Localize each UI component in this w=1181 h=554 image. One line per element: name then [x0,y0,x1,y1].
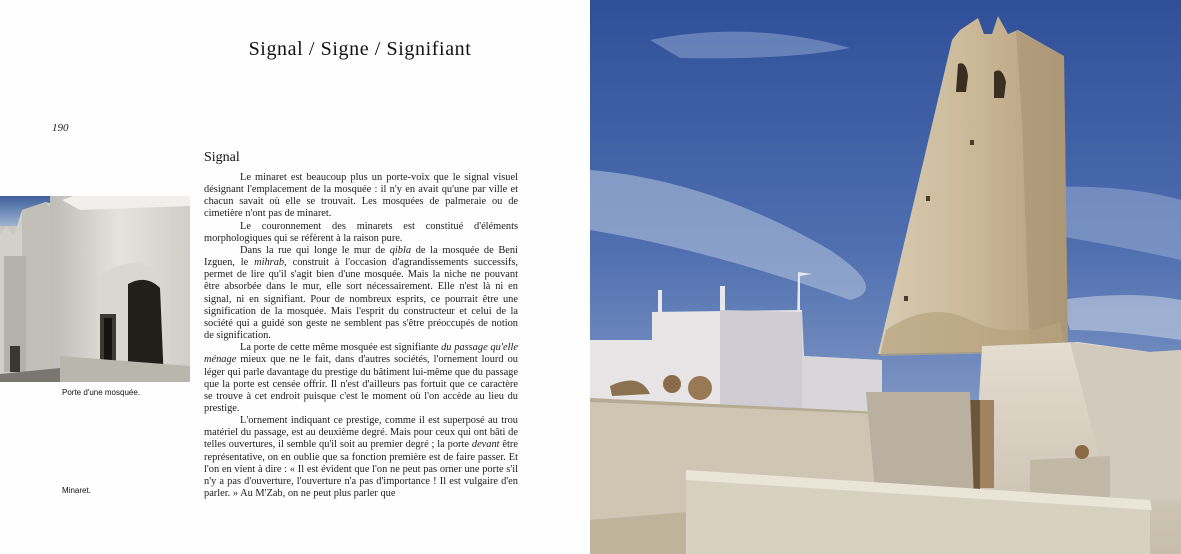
page-number: 190 [52,122,69,134]
italic-term: du passage qu'elle ménage [204,342,519,366]
italic-term: qibla [389,244,412,256]
text-run: Dans la rue qui longe le mur de [240,244,390,256]
text-run: , construit à l'occasion d'agrandissements successifs, permet de lire qu'il s'agit bien d'une mosquée. Mais la niche ne pouvant être absorbée dans le mur, elle sort nécessairement. Elle n'est là ni en signal, ni en signifiant. Pour de nombreux esprits, ce pourrait être une signification de la mosquée. Mais l'esprit du constructeur et celui de la société qui a guidé son geste ne semblent pas s'être préoccupés de notion de signification. [204,257,518,342]
photo-minaret [590,0,1181,554]
paragraph [204,245,518,342]
paragraph: Le couronnement des minarets est constitué d'éléments morphologiques qui se réfèrent à la raison pure. [204,220,518,244]
caption-door: Porte d'une mosquée. [62,388,141,397]
text-run: L'ornement indiquant ce prestige, comme il est superposé au trou matériel du passage, est au deuxième degré. Mais pour ceux qui ont bâti de telles ouvertures, il semble qu'il soit au premier degré ; la porte [204,415,518,451]
minaret-photo-image [590,0,1181,554]
text-run: mieux que ne le fait, dans d'autres sociétés, l'ornement lourd ou léger qui parle davantage du prestige du bâtiment lui-même que du passage que la porte est censée offrir. Il n'est d'ailleurs pas fortuit que ce caractère se trouve à cet endroit puisque c'est le moment où l'on accède au lieu du prestige. [204,354,518,414]
caption-minaret: Minaret. [62,486,91,495]
text-run: être représentative, on en oublie que sa fonction première est de faire passer. Et l'on en vient à dire : « Il est évident que l'on ne peut pas orner une porte s'il n'y a pas d'ouverture, l'ouverture n'a pas d'importance ! Il est vulgaire d'en parler. » Au M'Zab, on ne peut plus parler que [204,439,519,500]
body-text [204,172,518,500]
section-heading: Signal [204,150,240,165]
chapter-title: Signal / Signe / Signifiant [248,38,472,60]
text-run: de la mosquée de Beni Izguen, le [204,244,518,269]
photo-mosque-door [0,196,190,382]
italic-term: devant [471,439,500,451]
italic-term: mihrab [254,257,285,269]
paragraph [204,342,518,415]
paragraph [204,415,518,500]
door-photo-image [0,196,190,382]
paragraph: Le minaret est beaucoup plus un porte-voix que le signal visuel désignant l'emplacement de la mosquée : il n'y en avait qu'une par ville et chacun savait où elle se trouvait. Les mosquées de palmeraie ou de cimetière n'ont pas de minaret. [204,172,518,220]
left-page [0,0,590,554]
text-run: La porte de cette même mosquée est signifiante [240,342,442,354]
